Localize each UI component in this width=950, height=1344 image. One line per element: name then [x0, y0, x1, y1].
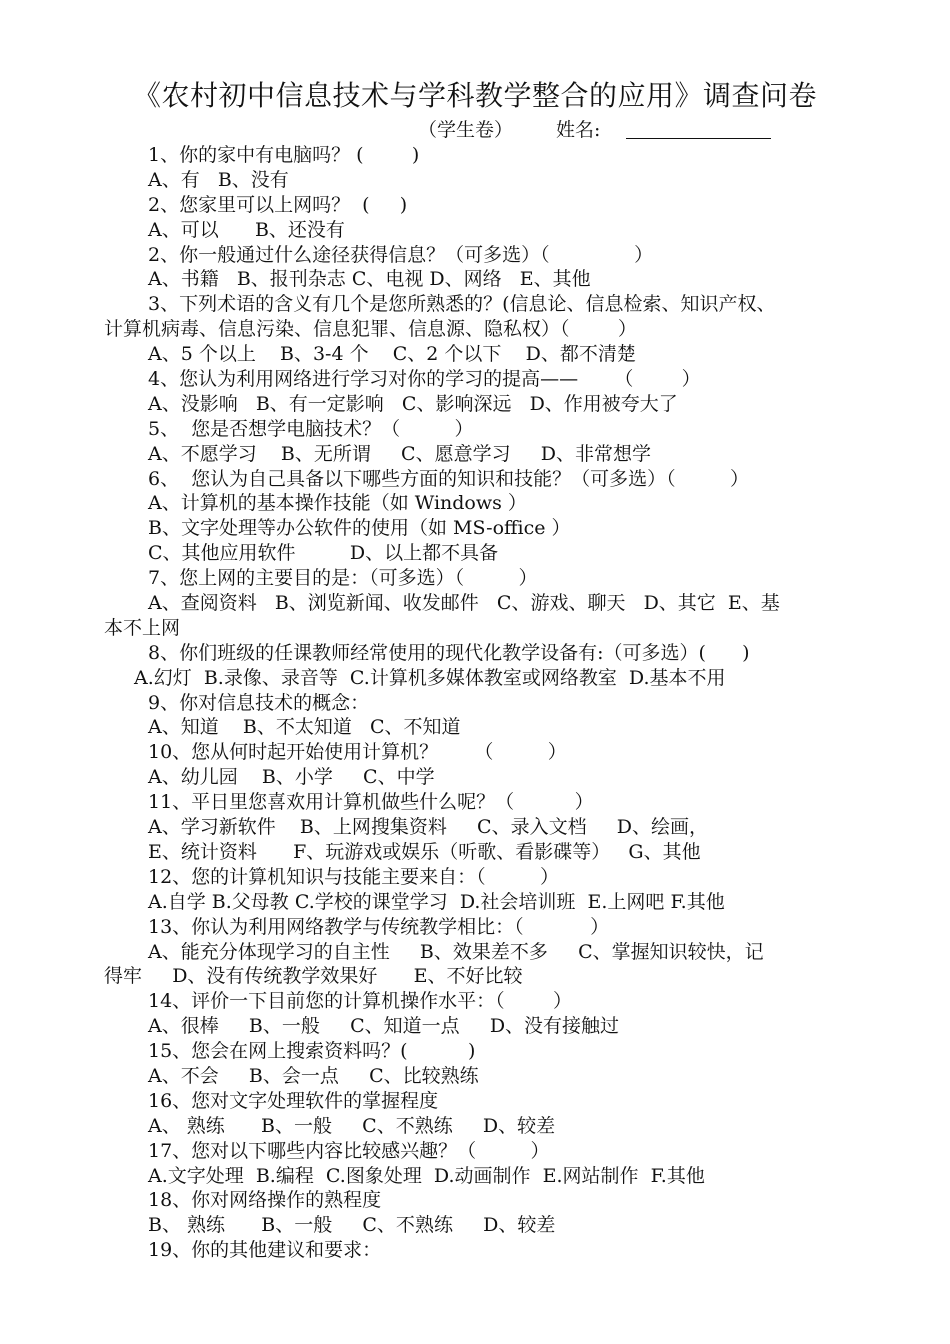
option-line-continued: 本不上网 — [104, 616, 181, 639]
option-line: E、统计资料 F、玩游戏或娱乐（听歌、看影碟等） G、其他 — [148, 840, 701, 863]
document-subtitle: （学生卷） — [418, 119, 514, 141]
question-line: 8、你们班级的任课教师经常使用的现代化教学设备有:（可多选）( ) — [148, 641, 750, 664]
option-line: A、有 B、没有 — [148, 168, 289, 191]
question-line: 6、 您认为自己具备以下哪些方面的知识和技能？（可多选）（ ） — [148, 467, 750, 490]
option-line: A、查阅资料 B、浏览新闻、收发邮件 C、游戏、聊天 D、其它 E、基 — [148, 592, 780, 615]
option-line: A、很棒 B、一般 C、知道一点 D、没有接触过 — [148, 1015, 620, 1038]
question-line: 5、 您是否想学电脑技术？（ ） — [148, 417, 474, 440]
option-line: A、不会 B、会一点 C、比较熟练 — [148, 1064, 479, 1087]
option-line: A、书籍 B、报刊杂志 C、电视 D、网络 E、其他 — [148, 268, 591, 291]
question-line: 10、您从何时起开始使用计算机？ （ ） — [148, 741, 567, 764]
option-line: A、学习新软件 B、上网搜集资料 C、录入文档 D、绘画， — [148, 816, 709, 839]
option-line: B、文字处理等办公软件的使用（如 MS-office ） — [148, 517, 571, 540]
option-line: A、计算机的基本操作技能（如 Windows ） — [148, 492, 527, 515]
question-line: 11、平日里您喜欢用计算机做些什么呢？（ ） — [148, 791, 594, 814]
question-line: 14、评价一下目前您的计算机操作水平：（ ） — [148, 990, 572, 1013]
question-line: 2、您家里可以上网吗？ ( ) — [148, 193, 408, 216]
question-line: 18、你对网络操作的熟程度 — [148, 1189, 382, 1212]
question-line: 1、你的家中有电脑吗？ ( ) — [148, 144, 420, 166]
question-line: 13、你认为利用网络教学与传统教学相比：（ ） — [148, 915, 610, 938]
option-line: A、没影响 B、有一定影响 C、影响深远 D、作用被夸大了 — [148, 392, 678, 415]
option-line: A.文字处理 B.编程 C.图象处理 D.动画制作 E.网站制作 F.其他 — [148, 1164, 705, 1187]
question-list — [104, 143, 852, 1263]
option-line: A、 熟练 B、一般 C、不熟练 D、较差 — [148, 1114, 556, 1137]
name-blank-line — [626, 138, 771, 139]
question-line: 4、您认为利用网络进行学习对你的学习的提高—— （ ） — [148, 368, 701, 391]
question-line: 15、您会在网上搜索资料吗？( ) — [148, 1040, 476, 1063]
option-line: A、不愿学习 B、无所谓 C、愿意学习 D、非常想学 — [148, 442, 652, 465]
option-line-continued: 得牢 D、没有传统教学效果好 E、不好比较 — [104, 965, 523, 988]
question-line: 7、您上网的主要目的是：（可多选）（ ） — [148, 567, 538, 590]
question-line: 19、你的其他建议和要求： — [148, 1239, 382, 1262]
option-line: A.自学 B.父母教 C.学校的课堂学习 D.社会培训班 E.上网吧 F.其他 — [148, 890, 725, 913]
option-line: A.幻灯 B.录像、录音等 C.计算机多媒体教室或网络教室 D.基本不用 — [134, 666, 726, 689]
option-line: A、能充分体现学习的自主性 B、效果差不多 C、掌握知识较快，记 — [148, 940, 764, 963]
question-line: 16、您对文字处理软件的掌握程度 — [148, 1089, 439, 1112]
option-line: A、知道 B、不太知道 C、不知道 — [148, 716, 461, 739]
question-line: 12、您的计算机知识与技能主要来自：（ ） — [148, 865, 560, 888]
option-line: A、幼儿园 B、小学 C、中学 — [148, 766, 435, 789]
question-line: 17、您对以下哪些内容比较感兴趣？（ ） — [148, 1139, 550, 1162]
question-line: 3、下列术语的含义有几个是您所熟悉的？(信息论、信息检索、知识产权、 — [148, 293, 776, 316]
option-line: A、可以 B、还没有 — [148, 218, 345, 241]
name-label: 姓名: — [556, 119, 601, 141]
question-line: 2、你一般通过什么途径获得信息？（可多选）（ ） — [148, 243, 654, 266]
option-line: C、其他应用软件 D、以上都不具备 — [148, 542, 499, 565]
question-line-continued: 计算机病毒、信息污染、信息犯罪、信息源、隐私权）（ ） — [104, 318, 637, 341]
question-line: 9、你对信息技术的概念： — [148, 691, 370, 714]
option-line: A、5 个以上 B、3-4 个 C、2 个以下 D、都不清楚 — [148, 343, 636, 366]
option-line: B、 熟练 B、一般 C、不熟练 D、较差 — [148, 1214, 556, 1237]
document-title: 《农村初中信息技术与学科教学整合的应用》调查问卷 — [132, 79, 817, 112]
